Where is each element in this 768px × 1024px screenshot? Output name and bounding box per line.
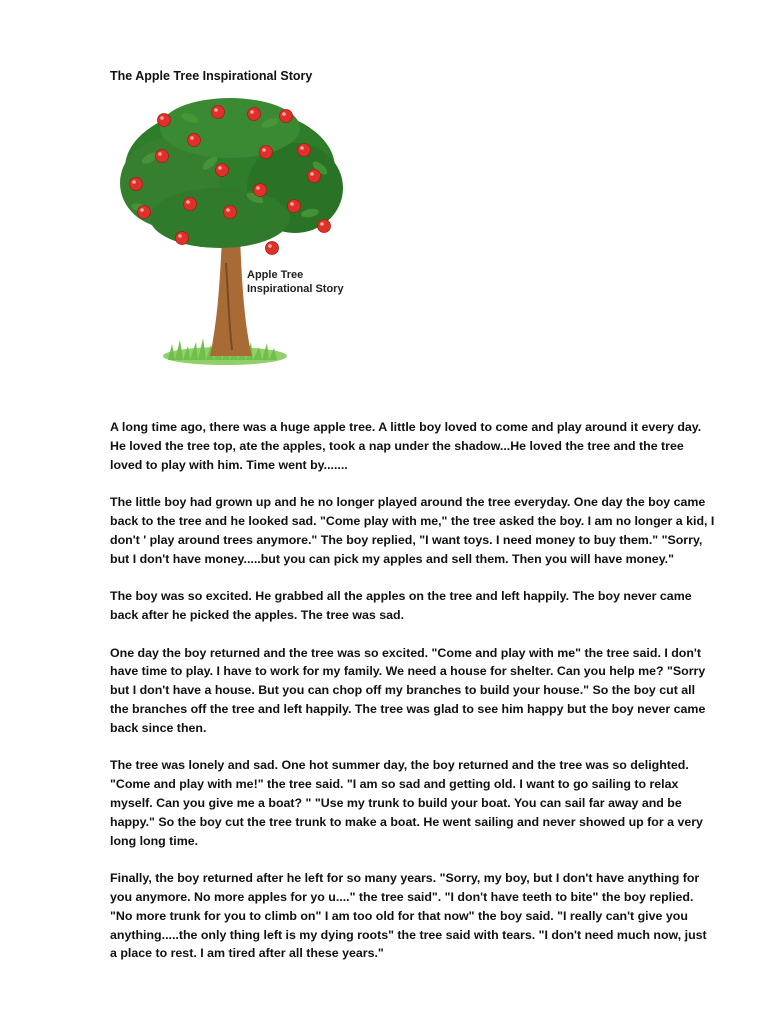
story-body	[110, 418, 715, 982]
paragraph-5: The tree was lonely and sad. One hot summer day, the boy returned and the tree was so delighted. "Come and play with me!" the tree said. "I am so sad and getting old. I want to go sailing to relax myself. Can you give me a boat? " "Use my trunk to build your boat. You can sail far away and be happy." So the boy cut the tree trunk to make a boat. He went sailing and never showed up for a very long long time.	[110, 758, 703, 848]
paragraph-1: A long time ago, there was a huge apple tree. A little boy loved to come and play around it every day. He loved the tree top, ate the apples, took a nap under the shadow...He loved the tree and the tree loved to play with him. Time went by.......	[110, 420, 702, 472]
document-title: The Apple Tree Inspirational Story	[110, 69, 313, 83]
paragraph-4: One day the boy returned and the tree was so excited. "Come and play with me" the tree said. I don't have time to play. I have to work for my family. We need a house for shelter. Can you help me? "Sorry but I don't have a house. But you can chop off my branches to build your house." So the boy cut all the branches off the tree and left happily. The tree was glad to see him happy but the boy never came back since then.	[110, 645, 706, 735]
illustration-caption	[247, 268, 344, 296]
illustration-caption-line2: Inspirational Story	[247, 283, 344, 295]
paragraph-2: The little boy had grown up and he no longer played around the tree everyday. One day the boy came back to the tree and he looked sad. "Come play with me," the tree asked the boy. I am no longer a kid, I don't ' play around trees anymore." The boy replied, "I want toys. I need money to buy them." "Sorry, but I don't have money.....but you can pick my apples and sell them. Then you will have money."	[110, 495, 715, 566]
apple-tree-icon	[110, 88, 370, 378]
illustration-caption-line1: Apple Tree	[247, 269, 304, 281]
paragraph-6: Finally, the boy returned after he left for so many years. "Sorry, my boy, but I don't have anything for you anymore. No more apples for yo u...." the tree said". "I don't have teeth to bite" the boy replied. "No more trunk for you to climb on" I am too old for that now" the boy said. "I really can't give you anything.....the only thing left is my dying roots" the tree said with tears. "I don't need much now, just a place to rest. I am tired after all these years."	[110, 871, 707, 961]
paragraph-3: The boy was so excited. He grabbed all the apples on the tree and left happily. The boy never came back after he picked the apples. The tree was sad.	[110, 589, 692, 622]
